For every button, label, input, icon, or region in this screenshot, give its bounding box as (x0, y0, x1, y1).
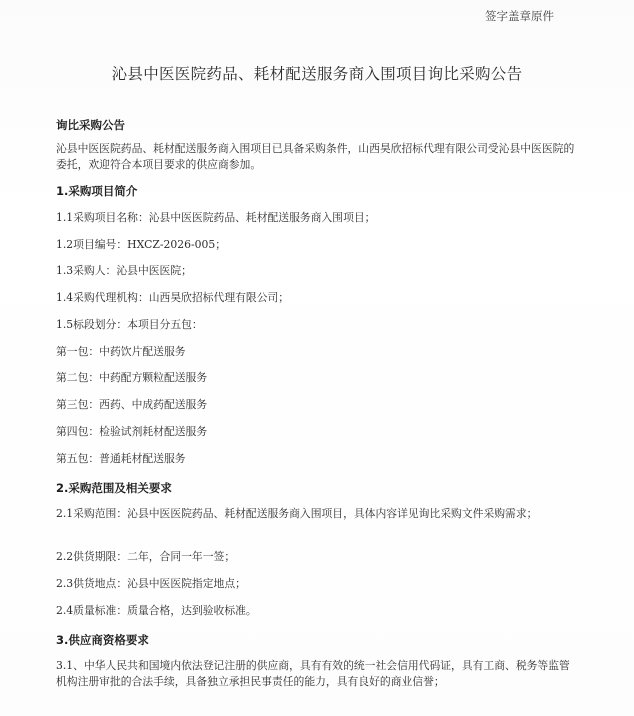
notice-heading: 询比采购公告 (56, 118, 125, 132)
section1-heading: 1.采购项目简介 (56, 184, 138, 198)
section3-heading: 3.供应商资格要求 (56, 633, 149, 647)
section1-item: 1.3采购人：沁县中医医院； (56, 264, 192, 277)
lot-item: 第五包：普通耗材配送服务 (56, 452, 186, 465)
section2-item: 2.3供货地点：沁县中医医院指定地点； (56, 577, 246, 590)
section1-item: 1.2项目编号：HXCZ-2026-005； (56, 238, 227, 251)
lot-item: 第三包：西药、中成药配送服务 (56, 398, 208, 411)
section1-item: 1.5标段划分：本项目分五包： (56, 318, 203, 331)
lot-item: 第四包：检验试剂耗材配送服务 (56, 425, 208, 438)
section2-heading: 2.采购范围及相关要求 (56, 481, 172, 495)
section2-item: 2.4质量标准：质量合格，达到验收标准。 (56, 604, 257, 617)
section2-item: 2.1采购范围：沁县中医医院药品、耗材配送服务商入围项目，具体内容详见询比采购文件采购需求； (56, 507, 538, 520)
section1-item: 1.1采购项目名称：沁县中医医院药品、耗材配送服务商入围项目； (56, 211, 376, 224)
document-title: 沁县中医医院药品、耗材配送服务商入围项目询比采购公告 (111, 65, 523, 83)
section2-item: 2.2供货期限：二年，合同一年一签； (56, 550, 236, 563)
lot-item: 第一包：中药饮片配送服务 (56, 345, 186, 358)
section3-item: 3.1、中华人民共和国境内依法登记注册的供应商，具有有效的统一社会信用代码证，具有工商、税务等监管机构注册审批的合法手续，具备独立承担民事责任的能力，具有良好的商业信誉； (56, 659, 570, 688)
original-stamp-note: 签字盖章原件 (485, 9, 554, 23)
section1-item: 1.4采购代理机构：山西昊欣招标代理有限公司； (56, 291, 290, 304)
intro-paragraph: 沁县中医医院药品、耗材配送服务商入围项目已具备采购条件，山西昊欣招标代理有限公司受沁县中医医院的委托，欢迎符合本项目要求的供应商参加。 (56, 142, 575, 171)
lot-item: 第二包：中药配方颗粒配送服务 (56, 371, 208, 384)
